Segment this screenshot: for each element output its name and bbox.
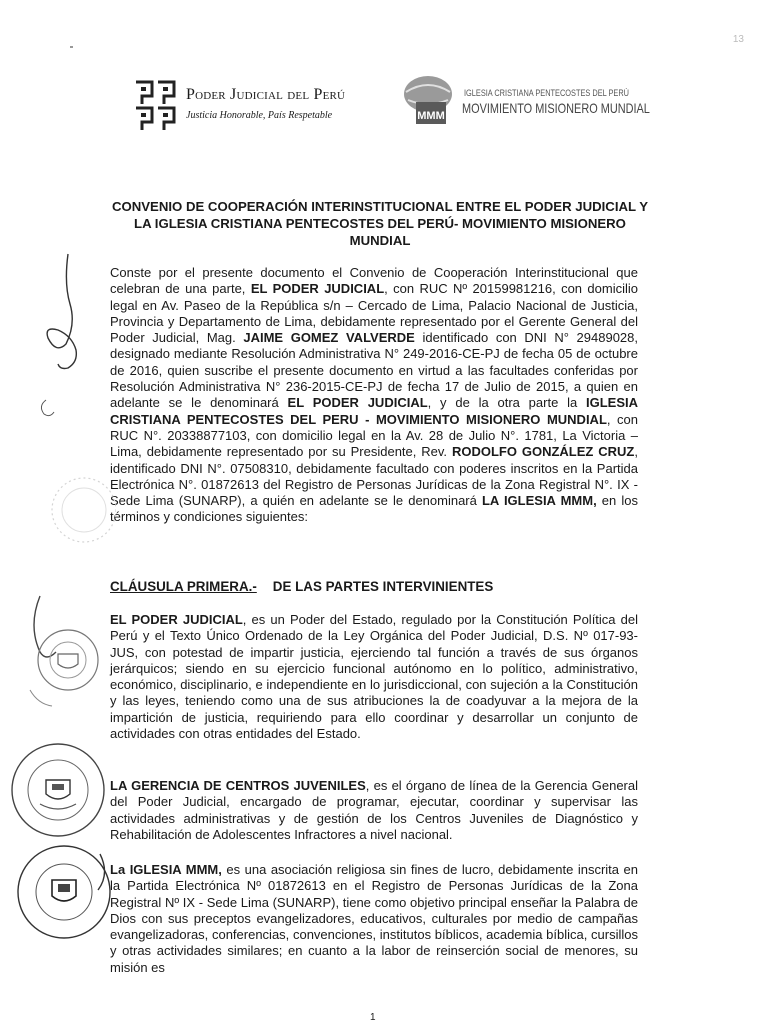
page-number: 1: [370, 1012, 376, 1023]
clause-heading: [110, 579, 493, 594]
intro-paragraph: [110, 265, 638, 526]
intro-bold-5: RODOLFO GONZÁLEZ CRUZ: [451, 444, 635, 460]
intro-text-2: , con RUC Nº 20159981216, con domicilio legal en Av. Paseo de la República s/n – Cercado de Lima, Palacio Nacional de Justicia, Provincia y Departamento de Lima, debidamente representado por el Gerente General del Poder Judicial, Mag.: [110, 281, 638, 346]
signature-mark-1: [36, 250, 96, 420]
gerencia-paragraph: [110, 778, 638, 843]
mmm-logo-line2: MOVIMIENTO MISIONERO MUNDIAL: [462, 100, 650, 116]
poder-judicial-stamp-1: [26, 590, 106, 710]
intro-bold-4: IGLESIA CRISTIANA PENTECOSTES DEL PERU - MOVIMIENTO MISIONERO MUNDIAL: [110, 395, 638, 427]
gerencia-text: , es el órgano de línea de la Gerencia General del Poder Judicial, encargado de programar, ejecutar, coordinar y supervisar las actividades administrativas y de gestión de los Centros Juveniles de Diagnóstico y Rehabilitación de Adolescentes Infractores a nivel nacional.: [110, 778, 638, 842]
intro-text-5: , con RUC N°. 20338877103, con domicilio legal en la Av. 28 de Julio N°. 1781, La Victoria – Lima, debidamente representado por su Presidente, Rev.: [110, 411, 638, 460]
intro-bold-1: EL PODER JUDICIAL: [250, 281, 385, 297]
faded-seal-mark: [44, 440, 116, 580]
pj-text: , es un Poder del Estado, regulado por la Constitución Política del Perú y el Texto Único Ordenado de la Ley Orgánica del Poder Judicial, D.S. Nº 017-93-JUS, con potestad de impartir justicia, ejerciendo tal función a través de sus órganos jerárquicos; siendo en su ejercicio funcional autónomo en lo político, administrativo, económico, disciplinario, e independiente en lo jurisdiccional, con sujeción a la Constitución y las leyes, teniendo como una de sus atribuciones la de coadyuvar a la mejora de la impartición de justicia, requiriendo para ello coordinar y desarrollar un conjunto de actividades con otras entidades del Estado.: [110, 612, 638, 742]
mmm-globe-text: MMM: [417, 110, 445, 122]
poder-judicial-paragraph: [110, 612, 638, 742]
gerencia-bold: LA GERENCIA DE CENTROS JUVENILES: [110, 778, 366, 793]
mmm-logo-line1: IGLESIA CRISTIANA PENTECOSTES DEL PERÚ: [464, 88, 630, 98]
clause-number: CLÁUSULA PRIMERA.-: [110, 579, 257, 594]
intro-text-3: identificado con DNI N° 29489028, designado mediante Resolución Administrativa N° 249-2016-CE-PJ de fecha 05 de octubre de 2016, quien suscribe el presente documento en virtud a las facultades conferidas por Resolución Administrativa N° 236-2015-CE-PJ de fecha 17 de Julio de 2015, a quien en adelante se le denominará: [110, 330, 639, 411]
pj-logo-subtitle: Justicia Honorable, País Respetable: [186, 110, 333, 121]
pj-logo-title: Poder Judicial del Perú: [186, 86, 346, 103]
iglesia-text: es una asociación religiosa sin fines de lucro, debidamente inscrita en la Partida Electrónica Nº 01872613 en el Registro de Personas Jurídicas de la Zona Registral Nº IX - Sede Lima (SUNARP), tiene como objetivo principal enseñar la Palabra de Dios con sus preceptos evangelizadores, educativos, culturales por medio de campañas evangelizadoras, conferencias, convenciones, institutos bíblicos, academia bíblica, cursillos y otras actividades similares; en cuanto a la labor de reinserción social de menores, su misión es: [110, 862, 638, 975]
iglesia-paragraph: [110, 862, 638, 976]
intro-text-1: Conste por el presente documento el Convenio de Cooperación Interinstitucional que celebran de una parte,: [110, 265, 638, 297]
intro-text-6: , identificado DNI N°. 07508310, debidamente facultado con poderes inscritos en la Partida Electrónica N°. 01872613 del Registro de Personas Jurídicas de la Zona Registral N°. IX - Sede Lima (SUNARP), a quién en adelante se le denominará: [110, 444, 638, 509]
intro-text-7: en los términos y condiciones siguientes:: [110, 493, 638, 525]
scan-speck: [70, 46, 73, 48]
corner-page-mark: 13: [732, 34, 744, 45]
clause-title: DE LAS PARTES INTERVINIENTES: [272, 579, 494, 594]
document-title: CONVENIO DE COOPERACIÓN INTERINSTITUCIONAL ENTRE EL PODER JUDICIAL Y LA IGLESIA CRISTIANA PENTECOSTES DEL PERÚ- MOVIMIENTO MISIONERO MUNDIAL: [111, 199, 649, 248]
pj-bold: EL PODER JUDICIAL: [110, 612, 243, 627]
intro-bold-3: EL PODER JUDICIAL: [287, 395, 428, 411]
mmm-logo: [400, 72, 650, 132]
intro-bold-2: JAIME GOMEZ VALVERDE: [243, 330, 415, 346]
poder-judicial-stamp-2: [6, 738, 116, 842]
poder-judicial-emblem-icon: [134, 78, 178, 134]
poder-judicial-stamp-3: [14, 840, 114, 950]
globe-icon: [400, 72, 458, 128]
intro-bold-6: LA IGLESIA MMM,: [481, 493, 597, 509]
iglesia-bold: La IGLESIA MMM,: [110, 862, 222, 877]
intro-text-4: , y de la otra parte la: [427, 395, 586, 411]
poder-judicial-logo: [134, 78, 364, 134]
